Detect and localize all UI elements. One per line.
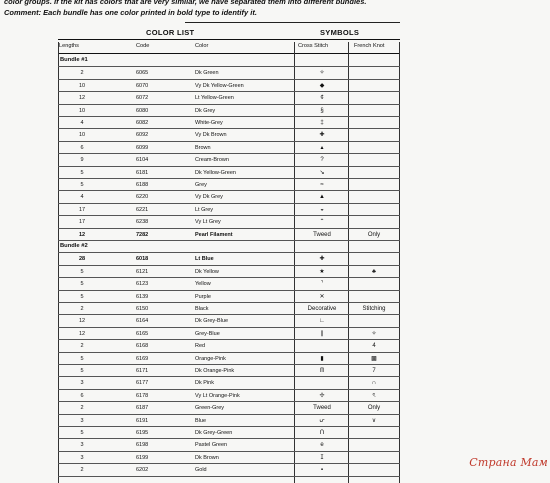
- lengths-header: Lengths: [59, 43, 79, 49]
- color-cell: Vy Dk Grey: [195, 194, 223, 201]
- length-cell: 12: [78, 231, 86, 238]
- code-cell: 6072: [136, 95, 149, 102]
- length-cell: 5: [80, 355, 84, 362]
- row-rule: [58, 339, 400, 340]
- cross-stitch-symbol: ✕: [319, 293, 325, 300]
- cross-stitch-symbol: ⌝: [320, 281, 324, 288]
- cross-stitch-symbol: Tweed: [313, 405, 331, 412]
- row-rule: [58, 178, 400, 179]
- code-cell: 6082: [136, 120, 149, 126]
- color-cell: Dk Yellow-Green: [195, 169, 236, 176]
- row-rule: [58, 116, 400, 117]
- length-cell: 5: [80, 430, 84, 436]
- french-knot-symbol: [350, 142, 398, 154]
- french-knot-symbol: [350, 427, 398, 439]
- cross-stitch-symbol: ✧: [319, 70, 325, 77]
- row-rule: [58, 376, 400, 377]
- code-cell: 6181: [136, 169, 149, 176]
- row-rule: [58, 203, 400, 204]
- code-cell: 6187: [136, 405, 149, 412]
- code-cell: 6199: [136, 454, 149, 461]
- cross-stitch-symbol: ¢: [320, 95, 324, 102]
- length-cell: 10: [78, 82, 86, 89]
- bundle-label: Bundle #1: [60, 57, 88, 63]
- cross-stitch-symbol: ᑎ: [319, 430, 325, 436]
- cross-stitch-symbol: ▮: [320, 355, 324, 362]
- row-rule: [58, 352, 400, 353]
- length-cell: 5: [80, 169, 84, 176]
- french-knot-symbol: [350, 80, 398, 92]
- color-cell: Vy Dk Brown: [195, 132, 227, 139]
- length-cell: 3: [80, 380, 84, 387]
- length-cell: 9: [80, 157, 84, 164]
- row-rule: [58, 66, 400, 67]
- color-cell: Vy Lt Orange-Pink: [195, 392, 240, 399]
- length-cell: 5: [80, 368, 84, 374]
- code-cell: 6104: [136, 157, 149, 164]
- row-rule: [58, 104, 400, 105]
- french-knot-symbol: Only: [367, 231, 381, 238]
- color-cell: Dk Pink: [195, 380, 214, 387]
- code-cell: 6123: [136, 281, 149, 288]
- french-knot-symbol: [350, 253, 398, 265]
- color-cell: Purple: [195, 293, 211, 300]
- color-cell: Orange-Pink: [195, 355, 226, 362]
- code-cell: 6070: [136, 82, 149, 89]
- length-cell: 4: [80, 194, 84, 201]
- right-border: [399, 42, 400, 483]
- bundle-label: Bundle #2: [60, 243, 88, 249]
- french-knot-symbol: [350, 464, 398, 476]
- length-cell: 17: [78, 219, 86, 226]
- row-rule: [58, 277, 400, 278]
- french-knot-symbol: ♣: [372, 268, 376, 275]
- row-rule: [58, 265, 400, 266]
- cross-stitch-symbol: ⵊ: [320, 454, 324, 461]
- row-rule: [58, 290, 400, 291]
- color-cell: Dk Yellow: [195, 268, 219, 275]
- length-cell: 3: [80, 417, 84, 424]
- code-cell: 6065: [136, 70, 149, 77]
- color-cell: Yellow: [195, 281, 211, 288]
- code-cell: 6221: [136, 206, 149, 213]
- color-cell: Black: [195, 306, 209, 312]
- color-cell: Vy Dk Yellow-Green: [195, 82, 244, 89]
- french-knot-symbol: ৎ: [372, 392, 376, 399]
- length-cell: 6: [80, 144, 84, 151]
- french-knot-symbol: ∨: [371, 417, 377, 424]
- cross-stitch-symbol: ‡: [320, 120, 324, 126]
- watermark-logo: Страна Мам: [469, 456, 548, 469]
- code-cell: 6198: [136, 442, 149, 449]
- color-cell: Lt Yellow-Green: [195, 95, 234, 102]
- color-cell: Dk Grey-Blue: [195, 318, 229, 325]
- code-cell: 6018: [136, 256, 149, 263]
- row-rule: [58, 451, 400, 452]
- color-list-heading: COLOR LIST: [146, 28, 195, 37]
- color-cell: Pearl Filament: [195, 231, 233, 238]
- length-cell: 4: [80, 120, 84, 126]
- length-cell: 2: [80, 467, 84, 474]
- french-knot-symbol: ∩: [371, 380, 377, 387]
- row-rule: [58, 463, 400, 464]
- cross-stitch-symbol: Tweed: [313, 231, 331, 238]
- length-cell: 5: [80, 293, 84, 300]
- code-cell: 6099: [136, 144, 149, 151]
- length-cell: 3: [80, 442, 84, 449]
- length-cell: 17: [78, 206, 86, 213]
- length-cell: 28: [78, 256, 86, 263]
- row-rule: [58, 327, 400, 328]
- color-cell: Pastel Green: [195, 442, 228, 449]
- length-cell: 5: [80, 281, 84, 288]
- code-cell: 6238: [136, 219, 149, 226]
- color-cell: White-Grey: [195, 120, 223, 126]
- color-cell: Brown: [195, 144, 211, 151]
- french-knot-symbol: [350, 129, 398, 141]
- cross-stitch-symbol: ▪: [320, 467, 324, 474]
- length-cell: 2: [80, 405, 84, 412]
- row-rule: [58, 153, 400, 154]
- length-cell: 6: [80, 392, 84, 399]
- code-cell: 6139: [136, 293, 149, 300]
- code-cell: 6195: [136, 430, 149, 436]
- comment-line: Comment: Each bundle has one color printed in bold type to identify it.: [4, 8, 257, 17]
- row-rule: [58, 252, 400, 253]
- row-rule: [58, 190, 400, 191]
- color-cell: Dk Grey: [195, 107, 216, 114]
- symbols-divider: [294, 42, 295, 483]
- row-rule: [58, 401, 400, 402]
- length-cell: 10: [78, 107, 86, 114]
- code-cell: 6220: [136, 194, 149, 201]
- code-cell: 6171: [136, 368, 149, 374]
- french-knot-symbol: [350, 291, 398, 303]
- color-cell: Red: [195, 343, 206, 350]
- symbols-heading: SYMBOLS: [320, 28, 360, 37]
- cross-stitch-symbol: ★: [319, 268, 325, 275]
- french-knot-symbol: [350, 92, 398, 104]
- code-cell: 6080: [136, 107, 149, 114]
- color-cell: Gold: [195, 467, 207, 474]
- color-cell: Cream-Brown: [195, 157, 229, 164]
- cross-stitch-symbol: ✚: [319, 132, 325, 139]
- color-cell: Vy Lt Grey: [195, 219, 221, 226]
- french-knot-symbol: [350, 117, 398, 129]
- french-knot-symbol: Stitching: [362, 306, 386, 312]
- length-cell: 12: [78, 95, 86, 102]
- row-rule: [58, 438, 400, 439]
- cross-stitch-symbol: ∥: [320, 330, 324, 337]
- intro-line: color groups. If the kit has colors that are very similar, we have separated them into different bundles.: [4, 0, 367, 6]
- cross-stitch-symbol: ∟: [319, 318, 325, 325]
- french-knot-header: French Knot: [354, 43, 385, 49]
- code-cell: 6178: [136, 392, 149, 399]
- row-rule: [58, 414, 400, 415]
- french-knot-symbol: [350, 278, 398, 290]
- row-rule: [58, 302, 400, 303]
- cross-stitch-symbol: ᗰ: [319, 368, 325, 374]
- french-knot-symbol: 4: [372, 343, 376, 350]
- cross-stitch-symbol: §: [320, 107, 324, 114]
- cross-stitch-symbol: ◒: [320, 206, 324, 213]
- code-header: Code: [136, 43, 150, 49]
- code-cell: 6177: [136, 380, 149, 387]
- cross-stitch-symbol: ◆: [319, 82, 325, 89]
- color-cell: Dk Green: [195, 70, 219, 77]
- row-rule: [58, 314, 400, 315]
- length-cell: 12: [78, 330, 86, 337]
- code-cell: 6092: [136, 132, 149, 139]
- french-knot-symbol: [350, 315, 398, 327]
- cross-stitch-symbol: ▲: [319, 194, 325, 201]
- length-cell: 2: [80, 70, 84, 77]
- french-knot-symbol: [350, 154, 398, 166]
- cross-stitch-header: Cross Stitch: [298, 43, 329, 49]
- color-list-table: [58, 28, 400, 483]
- french-knot-symbol: [350, 179, 398, 191]
- length-cell: 2: [80, 306, 84, 312]
- code-cell: 6202: [136, 467, 149, 474]
- french-knot-symbol: [350, 67, 398, 79]
- color-cell: Dk Orange-Pink: [195, 368, 235, 374]
- french-knot-symbol: [350, 167, 398, 179]
- french-knot-symbol: [350, 191, 398, 203]
- french-knot-symbol: [350, 216, 398, 228]
- cross-stitch-symbol: ✢: [319, 392, 325, 399]
- length-cell: 2: [80, 343, 84, 350]
- french-knot-symbol: [350, 439, 398, 451]
- cross-stitch-symbol: ▴: [320, 144, 324, 151]
- french-knot-symbol: [350, 452, 398, 464]
- symbols-inner-divider: [348, 42, 349, 483]
- cross-stitch-symbol: [296, 340, 348, 352]
- cross-stitch-symbol: ᕂ: [319, 417, 325, 424]
- color-cell: Grey: [195, 182, 207, 188]
- length-cell: 3: [80, 454, 84, 461]
- length-cell: 5: [80, 268, 84, 275]
- french-knot-symbol: [350, 204, 398, 216]
- color-cell: Lt Blue: [195, 256, 214, 263]
- french-knot-symbol: [350, 105, 398, 117]
- length-cell: 12: [78, 318, 86, 325]
- cross-stitch-symbol: Decorative: [307, 306, 337, 312]
- french-knot-symbol: 7: [372, 368, 376, 374]
- code-cell: 6188: [136, 182, 149, 188]
- cross-stitch-symbol: e: [320, 442, 324, 449]
- french-knot-symbol: ▩: [371, 355, 377, 362]
- color-cell: Blue: [195, 417, 207, 424]
- cross-stitch-symbol: ≈: [320, 182, 324, 188]
- cross-stitch-symbol: ⌃: [319, 219, 325, 226]
- color-cell: Dk Brown: [195, 454, 219, 461]
- row-rule: [58, 240, 400, 241]
- code-cell: 6164: [136, 318, 149, 325]
- color-cell: Lt Grey: [195, 206, 214, 213]
- cross-stitch-symbol: ↘: [319, 169, 325, 176]
- length-cell: 5: [80, 182, 84, 188]
- french-knot-symbol: Only: [367, 405, 381, 412]
- length-cell: 10: [78, 132, 86, 139]
- code-cell: 6150: [136, 306, 149, 312]
- code-cell: 6121: [136, 268, 149, 275]
- code-cell: 6191: [136, 417, 149, 424]
- color-cell: Dk Grey-Green: [195, 430, 233, 436]
- top-rule: [185, 22, 400, 23]
- code-cell: 6165: [136, 330, 149, 337]
- header-rule: [58, 39, 400, 40]
- color-cell: Grey-Blue: [195, 330, 220, 337]
- cross-stitch-symbol: ?: [320, 157, 324, 164]
- french-knot-symbol: ✧: [371, 330, 377, 337]
- color-header: Color: [195, 43, 209, 49]
- row-rule: [58, 476, 400, 477]
- cross-stitch-symbol: [296, 377, 348, 389]
- row-rule: [58, 128, 400, 129]
- color-cell: Green-Grey: [195, 405, 225, 412]
- code-cell: 6169: [136, 355, 149, 362]
- row-rule: [58, 141, 400, 142]
- code-cell: 7282: [136, 231, 149, 238]
- code-cell: 6168: [136, 343, 149, 350]
- row-rule: [58, 215, 400, 216]
- cross-stitch-symbol: ✚: [319, 256, 325, 263]
